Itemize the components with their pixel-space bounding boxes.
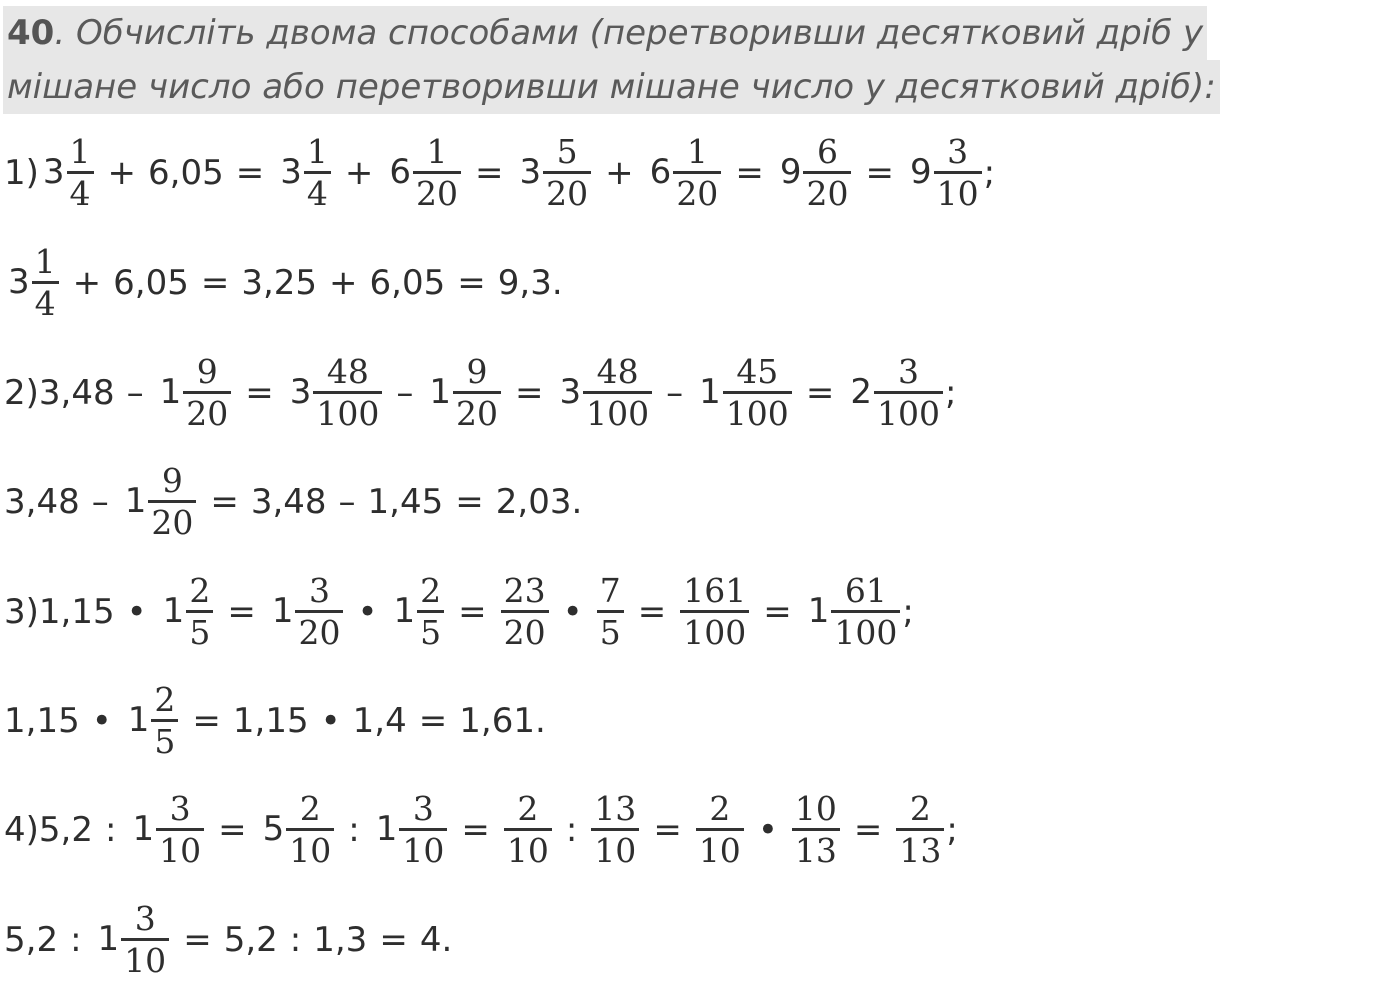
denominator: 10 xyxy=(506,830,549,870)
operator: = xyxy=(853,810,883,850)
expression-text: 3,25 xyxy=(241,263,318,303)
denominator: 10 xyxy=(594,830,637,870)
fraction-stack xyxy=(186,572,213,653)
operator: + xyxy=(344,153,374,193)
exercise-number: 40 xyxy=(7,13,55,53)
numerator: 2 xyxy=(909,788,931,828)
mixed-number xyxy=(121,462,199,543)
expression-text: ; xyxy=(902,592,914,632)
expression-text: 9,3. xyxy=(497,263,563,303)
fraction xyxy=(499,572,551,653)
whole-part: 1 xyxy=(124,480,147,521)
operator: : xyxy=(289,920,302,960)
denominator: 4 xyxy=(34,283,56,323)
solution-line xyxy=(4,562,914,662)
denominator: 4 xyxy=(69,173,91,213)
expression-text: 3,48 xyxy=(4,482,80,522)
operator: • xyxy=(320,701,341,741)
mixed-number xyxy=(286,353,385,434)
fraction-stack xyxy=(399,790,447,871)
fraction-stack xyxy=(32,243,59,324)
expression-text: 4. xyxy=(419,920,453,960)
denominator: 100 xyxy=(586,393,650,433)
mixed-number xyxy=(695,353,794,434)
expression-text: ; xyxy=(946,810,958,850)
mixed-number xyxy=(646,133,724,214)
fraction xyxy=(790,790,842,871)
whole-part: 3 xyxy=(280,151,302,192)
fraction-stack xyxy=(121,900,169,981)
operator: = xyxy=(735,153,764,193)
whole-part: 3 xyxy=(519,151,542,192)
operator: = xyxy=(457,263,486,303)
whole-part: 1 xyxy=(429,371,452,412)
numerator: 6 xyxy=(816,131,838,171)
operator: • xyxy=(91,701,112,741)
fraction-stack xyxy=(453,353,501,434)
operator: = xyxy=(455,482,484,522)
mixed-number xyxy=(124,681,181,762)
instruction-text-1: . Обчисліть двома способами (перетворивши десятковий дріб у xyxy=(54,13,1204,53)
solution-line xyxy=(4,452,582,552)
numerator: 1 xyxy=(34,241,56,281)
exercise-header xyxy=(3,6,1220,114)
expression-text: 3) xyxy=(4,592,39,632)
numerator: 2 xyxy=(709,788,731,828)
whole-part: 1 xyxy=(271,590,294,631)
expression-text: 5,2 xyxy=(223,920,278,960)
operator: = xyxy=(461,810,490,850)
mixed-number xyxy=(268,572,346,653)
fraction-stack xyxy=(304,133,331,214)
whole-part: 3 xyxy=(289,371,312,412)
numerator: 2 xyxy=(299,788,321,828)
operator: = xyxy=(235,153,265,193)
numerator: 3 xyxy=(308,570,330,610)
fraction-stack xyxy=(597,572,624,653)
fraction-stack xyxy=(151,681,178,762)
denominator: 20 xyxy=(503,612,546,652)
denominator: 100 xyxy=(725,393,789,433)
fraction-stack xyxy=(792,790,840,871)
solution-line xyxy=(4,671,546,771)
mixed-number xyxy=(385,133,463,214)
fraction xyxy=(694,790,746,871)
whole-part: 1 xyxy=(807,590,830,631)
numerator: 3 xyxy=(897,351,919,391)
denominator: 100 xyxy=(683,612,747,652)
denominator: 20 xyxy=(456,393,499,433)
mixed-number xyxy=(776,133,854,214)
numerator: 1 xyxy=(686,131,708,171)
header-line-1 xyxy=(3,6,1207,60)
denominator: 20 xyxy=(806,173,849,213)
operator: + xyxy=(107,153,137,193)
numerator: 48 xyxy=(596,351,639,391)
denominator: 13 xyxy=(899,830,942,870)
whole-part: 1 xyxy=(375,808,398,849)
operator: • xyxy=(357,592,378,632)
mixed-number xyxy=(94,900,172,981)
whole-part: 9 xyxy=(909,151,932,192)
numerator: 161 xyxy=(683,570,747,610)
expression-text: 2,03. xyxy=(495,482,583,522)
expression-text: 1,15 xyxy=(4,701,80,741)
numerator: 3 xyxy=(134,898,156,938)
instruction-text-2: мішане число або перетворивши мішане число у десятковий дріб): xyxy=(7,67,1216,107)
denominator: 4 xyxy=(306,173,328,213)
operator: = xyxy=(418,701,448,741)
denominator: 20 xyxy=(546,173,589,213)
denominator: 20 xyxy=(186,393,229,433)
fraction-stack xyxy=(896,790,944,871)
expression-text: 4) xyxy=(4,810,39,850)
whole-part: 6 xyxy=(389,151,412,192)
fraction-stack xyxy=(417,572,444,653)
fraction-stack xyxy=(680,572,749,653)
operator: = xyxy=(865,153,894,193)
operator: = xyxy=(200,263,230,303)
operator: + xyxy=(329,263,358,303)
fraction-stack xyxy=(543,133,591,214)
fraction-stack xyxy=(874,353,943,434)
whole-part: 1 xyxy=(162,590,185,631)
numerator: 10 xyxy=(794,788,837,828)
numerator: 5 xyxy=(556,131,578,171)
operator: = xyxy=(653,810,682,850)
expression-text: 1,45 xyxy=(367,482,444,522)
operator: = xyxy=(210,482,239,522)
mixed-number xyxy=(4,243,61,324)
mixed-number xyxy=(372,790,450,871)
whole-part: 3 xyxy=(559,371,582,412)
operator: • xyxy=(562,592,583,632)
expression-text: 1) xyxy=(4,153,39,193)
mixed-number xyxy=(906,133,984,214)
expression-text: 3,48 xyxy=(250,482,327,522)
operator: – xyxy=(338,482,356,522)
whole-part: 9 xyxy=(779,151,802,192)
fraction-stack xyxy=(501,572,549,653)
whole-part: 1 xyxy=(393,590,416,631)
mixed-number xyxy=(276,133,333,214)
operator: = xyxy=(763,592,792,632)
numerator: 3 xyxy=(169,788,191,828)
fraction-stack xyxy=(831,572,900,653)
whole-part: 1 xyxy=(159,371,182,412)
fraction-stack xyxy=(156,790,204,871)
expression-text: ; xyxy=(944,373,957,413)
denominator: 100 xyxy=(316,393,380,433)
numerator: 1 xyxy=(69,131,91,171)
operator: = xyxy=(192,701,221,741)
solution-line xyxy=(4,123,995,223)
mixed-number xyxy=(556,353,655,434)
expression-text: 3,48 xyxy=(38,373,115,413)
denominator: 10 xyxy=(289,830,332,870)
denominator: 10 xyxy=(159,830,202,870)
whole-part: 1 xyxy=(699,371,721,412)
operator: – xyxy=(396,373,414,413)
operator: = xyxy=(458,592,487,632)
numerator: 2 xyxy=(154,679,176,719)
denominator: 5 xyxy=(420,612,442,652)
numerator: 23 xyxy=(503,570,546,610)
denominator: 10 xyxy=(698,830,741,870)
operator: = xyxy=(245,373,274,413)
whole-part: 1 xyxy=(132,808,155,849)
fraction-stack xyxy=(413,133,461,214)
header-line-2 xyxy=(3,60,1220,114)
numerator: 3 xyxy=(412,788,434,828)
operator: = xyxy=(227,592,256,632)
operator: – xyxy=(666,373,684,413)
expression-text: ; xyxy=(983,153,996,193)
denominator: 10 xyxy=(124,940,167,980)
denominator: 20 xyxy=(416,173,459,213)
expression-text: 1,15 xyxy=(232,701,309,741)
fraction xyxy=(678,572,751,653)
expression-text: 5,2 xyxy=(4,920,59,960)
solution-line xyxy=(4,780,958,880)
operator: = xyxy=(637,592,667,632)
fraction-stack xyxy=(148,462,196,543)
fraction-stack xyxy=(934,133,982,214)
operator: + xyxy=(72,263,102,303)
expression-text: 1,61. xyxy=(459,701,546,741)
fraction xyxy=(502,790,554,871)
numerator: 9 xyxy=(196,351,218,391)
solution-line xyxy=(4,233,563,333)
whole-part: 6 xyxy=(649,151,672,192)
denominator: 20 xyxy=(151,502,194,542)
denominator: 5 xyxy=(154,721,176,761)
fraction-stack xyxy=(286,790,334,871)
whole-part: 3 xyxy=(42,151,65,192)
numerator: 1 xyxy=(306,131,328,171)
numerator: 7 xyxy=(599,570,621,610)
mixed-number xyxy=(156,353,234,434)
mixed-number xyxy=(804,572,903,653)
whole-part: 1 xyxy=(127,699,150,740)
mixed-number xyxy=(516,133,594,214)
numerator: 45 xyxy=(736,351,779,391)
operator: = xyxy=(379,920,408,960)
denominator: 5 xyxy=(189,612,211,652)
numerator: 2 xyxy=(189,570,211,610)
denominator: 20 xyxy=(298,612,341,652)
numerator: 13 xyxy=(594,788,637,828)
expression-text: 1,3 xyxy=(313,920,368,960)
fraction-stack xyxy=(696,790,744,871)
expression-text: 2) xyxy=(4,373,39,413)
fraction xyxy=(589,790,641,871)
operator: = xyxy=(218,810,247,850)
expression-text: 5,2 xyxy=(38,810,93,850)
numerator: 48 xyxy=(326,351,369,391)
fraction-stack xyxy=(803,133,851,214)
whole-part: 2 xyxy=(850,371,872,412)
operator: + xyxy=(605,153,634,193)
denominator: 10 xyxy=(936,173,979,213)
denominator: 5 xyxy=(599,612,621,652)
mixed-number xyxy=(425,353,503,434)
fraction-stack xyxy=(504,790,552,871)
mixed-number xyxy=(390,572,447,653)
solution-line xyxy=(4,890,452,990)
fraction xyxy=(595,572,626,653)
operator: : xyxy=(104,810,117,850)
numerator: 9 xyxy=(466,351,488,391)
denominator: 100 xyxy=(876,393,940,433)
denominator: 13 xyxy=(794,830,837,870)
denominator: 10 xyxy=(402,830,445,870)
operator: = xyxy=(183,920,212,960)
mixed-number xyxy=(128,790,206,871)
operator: = xyxy=(805,373,835,413)
mixed-number xyxy=(159,572,216,653)
fraction-stack xyxy=(723,353,792,434)
expression-text: 6,05 xyxy=(148,153,224,193)
fraction-stack xyxy=(183,353,231,434)
fraction-stack xyxy=(67,133,94,214)
fraction-stack xyxy=(313,353,382,434)
operator: = xyxy=(475,153,504,193)
fraction-stack xyxy=(583,353,652,434)
operator: : xyxy=(348,810,360,850)
numerator: 61 xyxy=(844,570,887,610)
operator: – xyxy=(126,373,144,413)
fraction-stack xyxy=(295,572,343,653)
operator: = xyxy=(515,373,544,413)
whole-part: 5 xyxy=(262,808,285,849)
solution-line xyxy=(4,343,956,443)
whole-part: 1 xyxy=(97,918,120,959)
operator: : xyxy=(70,920,82,960)
denominator: 20 xyxy=(676,173,719,213)
numerator: 2 xyxy=(517,788,539,828)
mixed-number xyxy=(39,133,96,214)
numerator: 3 xyxy=(947,131,969,171)
expression-text: 6,05 xyxy=(113,263,189,303)
mixed-number xyxy=(846,353,945,434)
numerator: 9 xyxy=(161,460,183,500)
expression-text: 1,15 xyxy=(38,592,115,632)
numerator: 2 xyxy=(420,570,442,610)
operator: • xyxy=(126,592,147,632)
operator: – xyxy=(91,482,109,522)
operator: • xyxy=(757,810,778,850)
denominator: 100 xyxy=(834,612,898,652)
whole-part: 3 xyxy=(8,261,30,302)
fraction xyxy=(894,790,946,871)
operator: : xyxy=(565,810,578,850)
fraction-stack xyxy=(673,133,721,214)
mixed-number xyxy=(259,790,337,871)
numerator: 1 xyxy=(426,131,448,171)
expression-text: 1,4 xyxy=(352,701,407,741)
expression-text: 6,05 xyxy=(369,263,446,303)
fraction-stack xyxy=(591,790,639,871)
